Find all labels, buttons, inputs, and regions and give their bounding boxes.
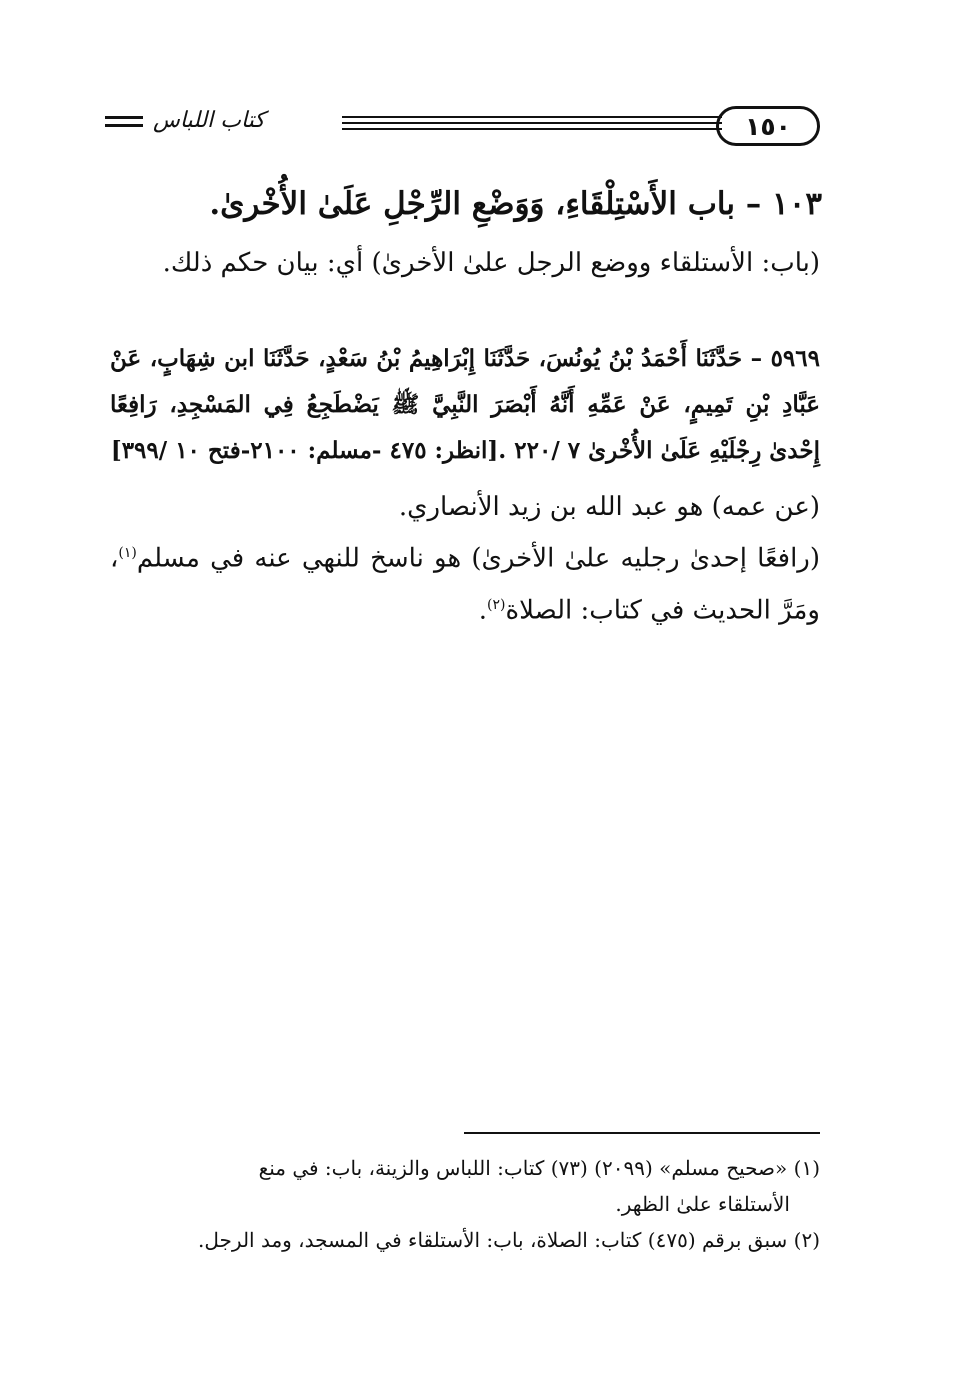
paragraph-text: .	[478, 595, 487, 626]
footnotes	[110, 1150, 820, 1258]
page-number-badge: ١٥٠	[716, 106, 820, 146]
header-rule	[342, 116, 722, 118]
footnote-ref: (١)	[118, 545, 137, 561]
footnote-1: (١) «صحيح مسلم» (٢٠٩٩) (٧٣) كتاب: اللباس والزينة، باب: في منع	[258, 1156, 820, 1180]
header-dash	[105, 116, 143, 119]
chapter-heading: ١٠٣ – باب الأَسْتِلْقَاءِ، وَوَضْعِ الرِّجْلِ عَلَىٰ الأُخْرىٰ.	[209, 186, 822, 222]
paragraph-text: (رافعًا إحدىٰ رجليه علىٰ الأخرىٰ) هو ناسخ للنهي عنه في مسلم	[136, 543, 820, 574]
page-header	[105, 104, 820, 148]
paragraph-text: ، ومَرَّ الحديث في كتاب: الصلاة	[110, 543, 820, 626]
commentary-paragraph: (باب: الأستلقاء ووضع الرجل علىٰ الأخرىٰ) أي: بيان حكم ذلك.	[162, 248, 820, 278]
header-dash	[105, 124, 143, 127]
book-title: كتاب اللباس	[153, 108, 265, 133]
footnote-ref: (٢)	[486, 596, 506, 613]
commentary-paragraph: (عن عمه) هو عبد الله بن زيد الأنصاري.	[398, 492, 820, 522]
footnote-1-continuation: الأستلقاء علىٰ الظهر.	[615, 1192, 790, 1216]
footnote-divider	[464, 1132, 820, 1134]
header-rule	[342, 128, 722, 130]
hadith-text: ٥٩٦٩ – حَدَّثَنَا أَحْمَدُ بْنُ يُونُسَ، حَدَّثَنَا إِبْرَاهِيمُ بْنُ سَعْدٍ، حَدَّثَنَا ابن شِهَابٍ، عَنْ عَبَّادِ بْنِ تَمِيمٍ، عَنْ عَمِّهِ أَنَّهُ أَبْصَرَ النَّبِيَّ ﷺ يَضْطَجِعُ فِي المَسْجِدِ، رَافِعًا إِحْدىٰ رِجْلَيْهِ عَلَىٰ الأُخْرىٰ ٧ /٢٢٠ .[انظر: ٤٧٥ -مسلم: ٢١٠٠-فتح ١٠ /٣٩٩]	[110, 345, 820, 464]
commentary-paragraph	[110, 530, 820, 633]
footnote-2: (٢) سبق برقم (٤٧٥) كتاب: الصلاة، باب: الأستلقاء في المسجد، ومد الرجل.	[198, 1228, 820, 1252]
header-rule	[342, 122, 722, 124]
